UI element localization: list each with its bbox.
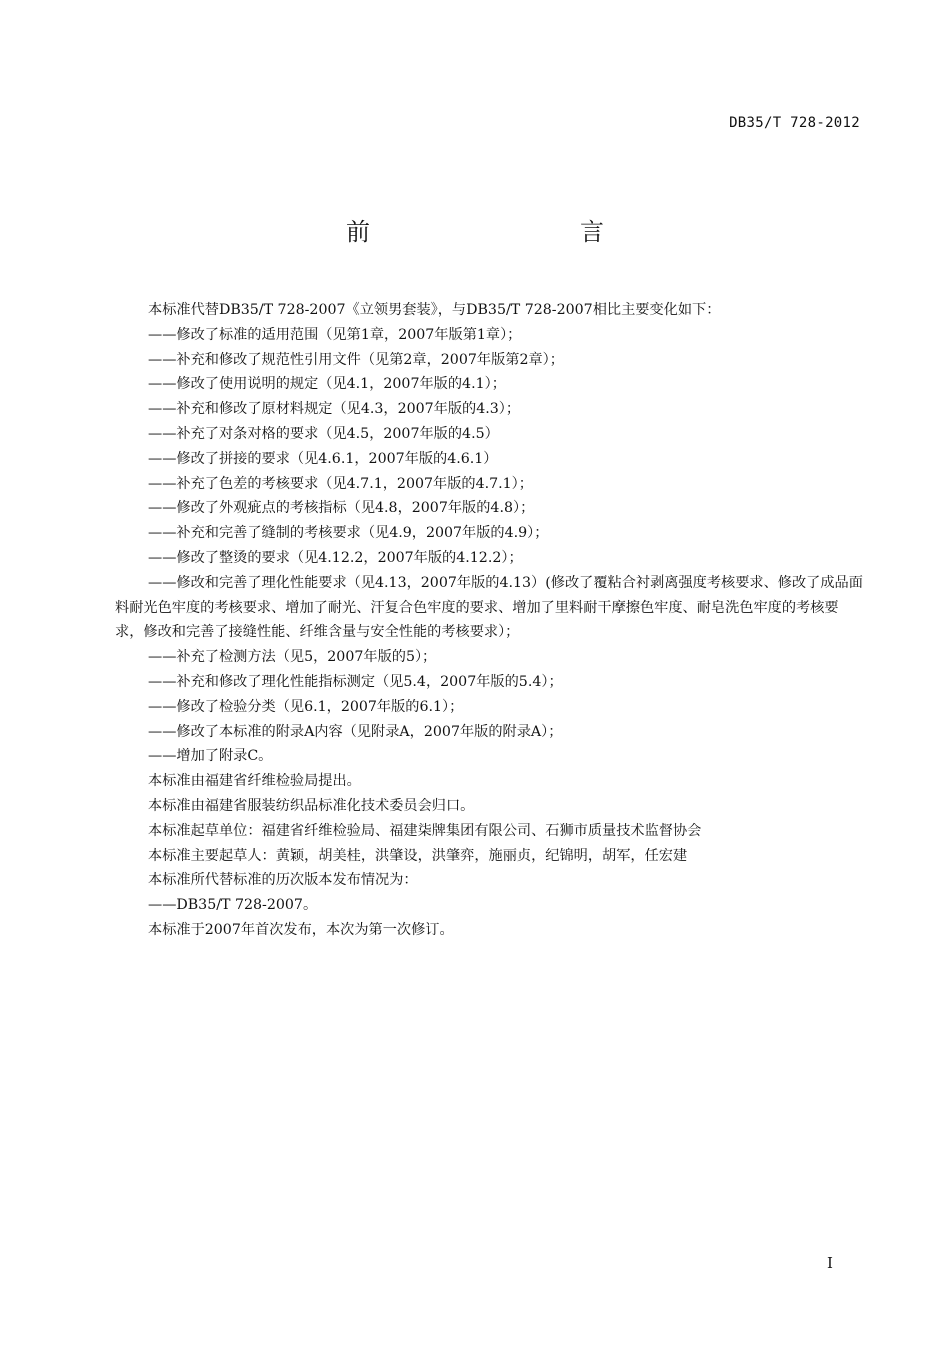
change-item: ——修改了检验分类（见6.1，2007年版的6.1）； bbox=[148, 698, 464, 715]
previous-editions-heading: 本标准所代替标准的历次版本发布情况为： bbox=[148, 872, 418, 889]
standard-code: DB35/T 728-2012 bbox=[729, 115, 860, 131]
previous-edition-item: ——DB35/T 728-2007。 bbox=[148, 897, 318, 914]
change-item: ——修改和完善了理化性能要求（见4.13，2007年版的4.13）(修改了覆粘合衬剥离强度考核要求、修改了成品面料耐光色牢度的考核要求、增加了耐光、汗复合色牢度的要求、增加了里料耐干摩擦色牢度、耐皂洗色牢度的考核要求，修改和完善了接缝性能、纤维含量与安全性能的考核要求）； bbox=[115, 574, 863, 641]
committee-statement: 本标准由福建省服装纺织品标准化技术委员会归口。 bbox=[148, 797, 475, 814]
drafting-units: 本标准起草单位：福建省纤维检验局、福建柒牌集团有限公司、石狮市质量技术监督协会 bbox=[148, 822, 702, 839]
change-item: ——补充和完善了缝制的考核要求（见4.9，2007年版的4.9）； bbox=[148, 525, 549, 542]
foreword-body bbox=[115, 298, 865, 943]
change-item: ——修改了使用说明的规定（见4.1，2007年版的4.1）； bbox=[148, 376, 506, 393]
change-item: ——修改了本标准的附录A内容（见附录A，2007年版的附录A）； bbox=[148, 723, 563, 740]
change-item: ——修改了整烫的要求（见4.12.2，2007年版的4.12.2）； bbox=[148, 549, 523, 566]
change-item: ——补充了对条对格的要求（见4.5，2007年版的4.5） bbox=[148, 425, 499, 442]
change-item: ——修改了标准的适用范围（见第1章，2007年版第1章）； bbox=[148, 326, 522, 343]
change-item: ——补充和修改了原材料规定（见4.3，2007年版的4.3）； bbox=[148, 401, 521, 418]
change-item: ——修改了外观疵点的考核指标（见4.8，2007年版的4.8）； bbox=[148, 500, 535, 517]
foreword-paragraph: 本标准代替DB35/T 728-2007《立领男套装》，与DB35/T 728-2007相比主要变化如下： bbox=[148, 302, 721, 318]
change-item: ——补充和修改了规范性引用文件（见第2章，2007年版第2章）； bbox=[148, 351, 564, 368]
proposer-statement: 本标准由福建省纤维检验局提出。 bbox=[148, 773, 361, 790]
change-item: ——增加了附录C。 bbox=[148, 748, 273, 765]
publication-history: 本标准于2007年首次发布，本次为第一次修订。 bbox=[148, 921, 454, 938]
main-drafters: 本标准主要起草人：黄颖，胡美桂，洪肇设，洪肇弈，施丽贞，纪锦明，胡军，任宏建 bbox=[148, 847, 688, 864]
page-title: 前 言 bbox=[346, 218, 658, 246]
page-number: I bbox=[827, 1254, 833, 1272]
change-item: ——修改了拼接的要求（见4.6.1，2007年版的4.6.1） bbox=[148, 450, 498, 467]
change-item: ——补充了色差的考核要求（见4.7.1，2007年版的4.7.1）； bbox=[148, 475, 533, 492]
change-item: ——补充了检测方法（见5，2007年版的5）； bbox=[148, 649, 437, 666]
change-item: ——补充和修改了理化性能指标测定（见5.4，2007年版的5.4）； bbox=[148, 673, 563, 690]
